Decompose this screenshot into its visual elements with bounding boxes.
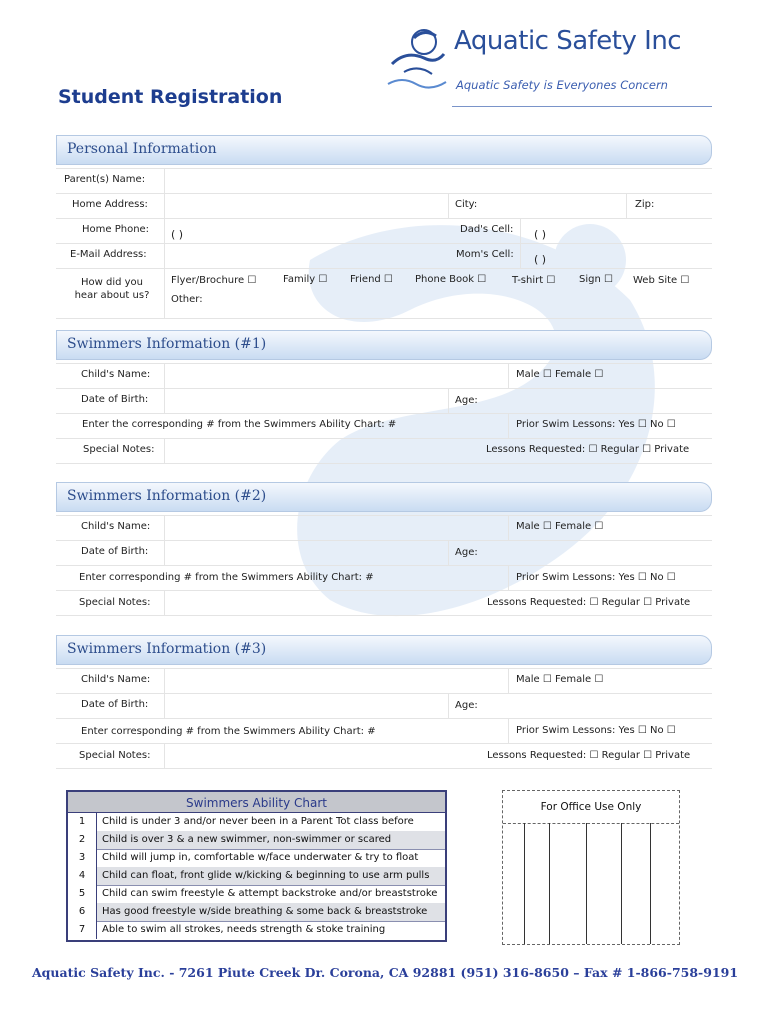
email-label: E-Mail Address: (70, 249, 147, 260)
parents-name-field[interactable] (166, 170, 710, 192)
section-swimmer-2-header (56, 482, 712, 512)
divider (508, 413, 509, 438)
footer-contact: Aquatic Safety Inc. - 7261 Piute Creek Dr. Corona, CA 92881 (951) 316-8650 – Fax # 1-866-758-9191 (31, 965, 739, 980)
dob-label: Date of Birth: (81, 394, 149, 405)
special-notes-label: Special Notes: (83, 444, 155, 455)
ability-description: Child can swim freestyle & attempt backstroke and/or breaststroke (102, 888, 438, 899)
ability-level: 3 (68, 849, 97, 867)
email-field[interactable] (166, 245, 446, 267)
ability-description: Has good freestyle w/side breathing & some back & breaststroke (102, 906, 428, 917)
home-address-label: Home Address: (72, 199, 148, 210)
other-label: Other: (171, 294, 203, 305)
city-label: City: (455, 199, 478, 210)
lessons-requested-checkboxes[interactable]: Lessons Requested: ☐ Regular ☐ Private (486, 444, 690, 455)
divider (56, 718, 712, 719)
divider (621, 823, 622, 944)
ability-description: Child can float, front glide w/kicking & beginning to use arm pulls (102, 870, 430, 881)
divider (650, 823, 651, 944)
section-personal-header (56, 135, 712, 165)
office-use-box (502, 790, 680, 945)
section-swimmer-3-header (56, 635, 712, 665)
option-flyer-checkbox[interactable]: Flyer/Brochure ☐ (171, 275, 257, 286)
divider (164, 668, 165, 718)
divider (56, 768, 712, 769)
divider (448, 388, 449, 413)
zip-field[interactable] (656, 195, 710, 217)
section-title: Personal Information (67, 141, 217, 157)
dob-label: Date of Birth: (81, 699, 149, 710)
divider (56, 668, 712, 669)
ability-description: Child is under 3 and/or never been in a Parent Tot class before (102, 816, 414, 827)
swimmers-ability-chart (66, 790, 447, 942)
divider (508, 718, 509, 743)
section-title: Swimmers Information (#3) (67, 641, 267, 657)
divider (56, 515, 712, 516)
dads-cell-label: Dad's Cell: (460, 224, 514, 235)
divider (549, 823, 550, 944)
special-notes-label: Special Notes: (79, 750, 151, 761)
ability-description: Able to swim all strokes, needs strength & stoke training (102, 924, 386, 935)
ability-level: 4 (68, 867, 97, 885)
option-phone-book-checkbox[interactable]: Phone Book ☐ (415, 274, 487, 285)
ability-row (68, 867, 445, 886)
divider (508, 363, 509, 388)
parents-name-label: Parent(s) Name: (64, 174, 146, 185)
divider (56, 218, 712, 219)
label-column-divider (164, 168, 165, 318)
chart-ref-label: Enter the corresponding # from the Swimmers Ability Chart: # (82, 419, 397, 430)
divider (508, 565, 509, 590)
ability-row (68, 903, 445, 922)
age-label: Age: (455, 700, 478, 711)
ability-chart-header (68, 792, 445, 813)
age-label: Age: (455, 395, 478, 406)
city-field[interactable] (478, 195, 624, 217)
other-field[interactable] (206, 292, 706, 314)
prior-lessons-checkboxes[interactable]: Prior Swim Lessons: Yes ☐ No ☐ (516, 572, 676, 583)
section-title: Swimmers Information (#1) (67, 336, 267, 352)
divider (164, 590, 165, 615)
prior-lessons-checkboxes[interactable]: Prior Swim Lessons: Yes ☐ No ☐ (516, 419, 676, 430)
lessons-requested-checkboxes[interactable]: Lessons Requested: ☐ Regular ☐ Private (487, 750, 691, 761)
zip-label: Zip: (635, 199, 655, 210)
childs-name-label: Child's Name: (81, 674, 151, 685)
ability-level: 1 (68, 813, 97, 831)
company-logo (382, 22, 714, 114)
childs-name-label: Child's Name: (81, 521, 151, 532)
divider (164, 363, 165, 413)
ability-level: 5 (68, 885, 97, 903)
ability-description: Child is over 3 & a new swimmer, non-swimmer or scared (102, 834, 392, 845)
divider (524, 823, 525, 944)
divider (56, 168, 712, 169)
divider (56, 565, 712, 566)
gender-checkboxes[interactable]: Male ☐ Female ☐ (516, 521, 604, 532)
divider (448, 693, 449, 718)
office-use-title: For Office Use Only (540, 801, 642, 813)
option-sign-checkbox[interactable]: Sign ☐ (579, 274, 613, 285)
ability-chart-title: Swimmers Ability Chart (186, 796, 327, 810)
gender-checkboxes[interactable]: Male ☐ Female ☐ (516, 674, 604, 685)
swimmer-logo-icon (384, 24, 450, 94)
moms-cell-label: Mom's Cell: (456, 249, 514, 260)
dads-cell-field[interactable]: ( ) (534, 228, 547, 241)
divider (56, 363, 712, 364)
age-label: Age: (455, 547, 478, 558)
option-family-checkbox[interactable]: Family ☐ (283, 274, 328, 285)
logo-tagline: Aquatic Safety is Everyones Concern (456, 78, 668, 92)
logo-underline (452, 106, 712, 107)
divider (508, 668, 509, 693)
how-heard-label: How did you hear about us? (74, 277, 150, 301)
ability-level: 7 (68, 921, 97, 939)
divider (56, 318, 712, 319)
ability-level: 6 (68, 903, 97, 921)
logo-title: Aquatic Safety Inc (454, 26, 682, 56)
divider (503, 823, 679, 824)
divider (56, 268, 712, 269)
divider (56, 693, 712, 694)
chart-ref-label: Enter corresponding # from the Swimmers Ability Chart: # (79, 572, 374, 583)
divider (520, 218, 521, 268)
lessons-requested-checkboxes[interactable]: Lessons Requested: ☐ Regular ☐ Private (487, 597, 691, 608)
prior-lessons-checkboxes[interactable]: Prior Swim Lessons: Yes ☐ No ☐ (516, 725, 676, 736)
divider (164, 438, 165, 463)
page-title: Student Registration (58, 86, 283, 108)
ability-description: Child will jump in, comfortable w/face underwater & try to float (102, 852, 419, 863)
home-phone-field[interactable]: ( ) (171, 228, 184, 241)
special-notes-label: Special Notes: (79, 597, 151, 608)
divider (56, 413, 712, 414)
ability-row (68, 849, 445, 868)
ability-row (68, 831, 445, 850)
divider (56, 463, 712, 464)
ability-row (68, 885, 445, 904)
divider (56, 193, 712, 194)
divider (164, 515, 165, 565)
ability-row (68, 813, 445, 832)
divider (448, 193, 449, 218)
ability-level: 2 (68, 831, 97, 849)
divider (56, 540, 712, 541)
divider (508, 515, 509, 540)
option-tshirt-checkbox[interactable]: T-shirt ☐ (512, 275, 556, 286)
option-web-site-checkbox[interactable]: Web Site ☐ (633, 275, 690, 286)
ability-row (68, 921, 445, 939)
divider (56, 243, 712, 244)
home-address-field[interactable] (166, 195, 446, 217)
divider (56, 388, 712, 389)
chart-ref-label: Enter corresponding # from the Swimmers Ability Chart: # (81, 726, 376, 737)
childs-name-label: Child's Name: (81, 369, 151, 380)
home-phone-label: Home Phone: (82, 224, 150, 235)
moms-cell-field[interactable]: ( ) (534, 253, 547, 266)
section-swimmer-1-header (56, 330, 712, 360)
divider (56, 590, 712, 591)
divider (164, 743, 165, 768)
section-title: Swimmers Information (#2) (67, 488, 267, 504)
divider (626, 193, 627, 218)
divider (56, 615, 712, 616)
dob-label: Date of Birth: (81, 546, 149, 557)
divider (56, 438, 712, 439)
gender-checkboxes[interactable]: Male ☐ Female ☐ (516, 369, 604, 380)
divider (56, 743, 712, 744)
option-friend-checkbox[interactable]: Friend ☐ (350, 274, 393, 285)
divider (586, 823, 587, 944)
divider (448, 540, 449, 565)
